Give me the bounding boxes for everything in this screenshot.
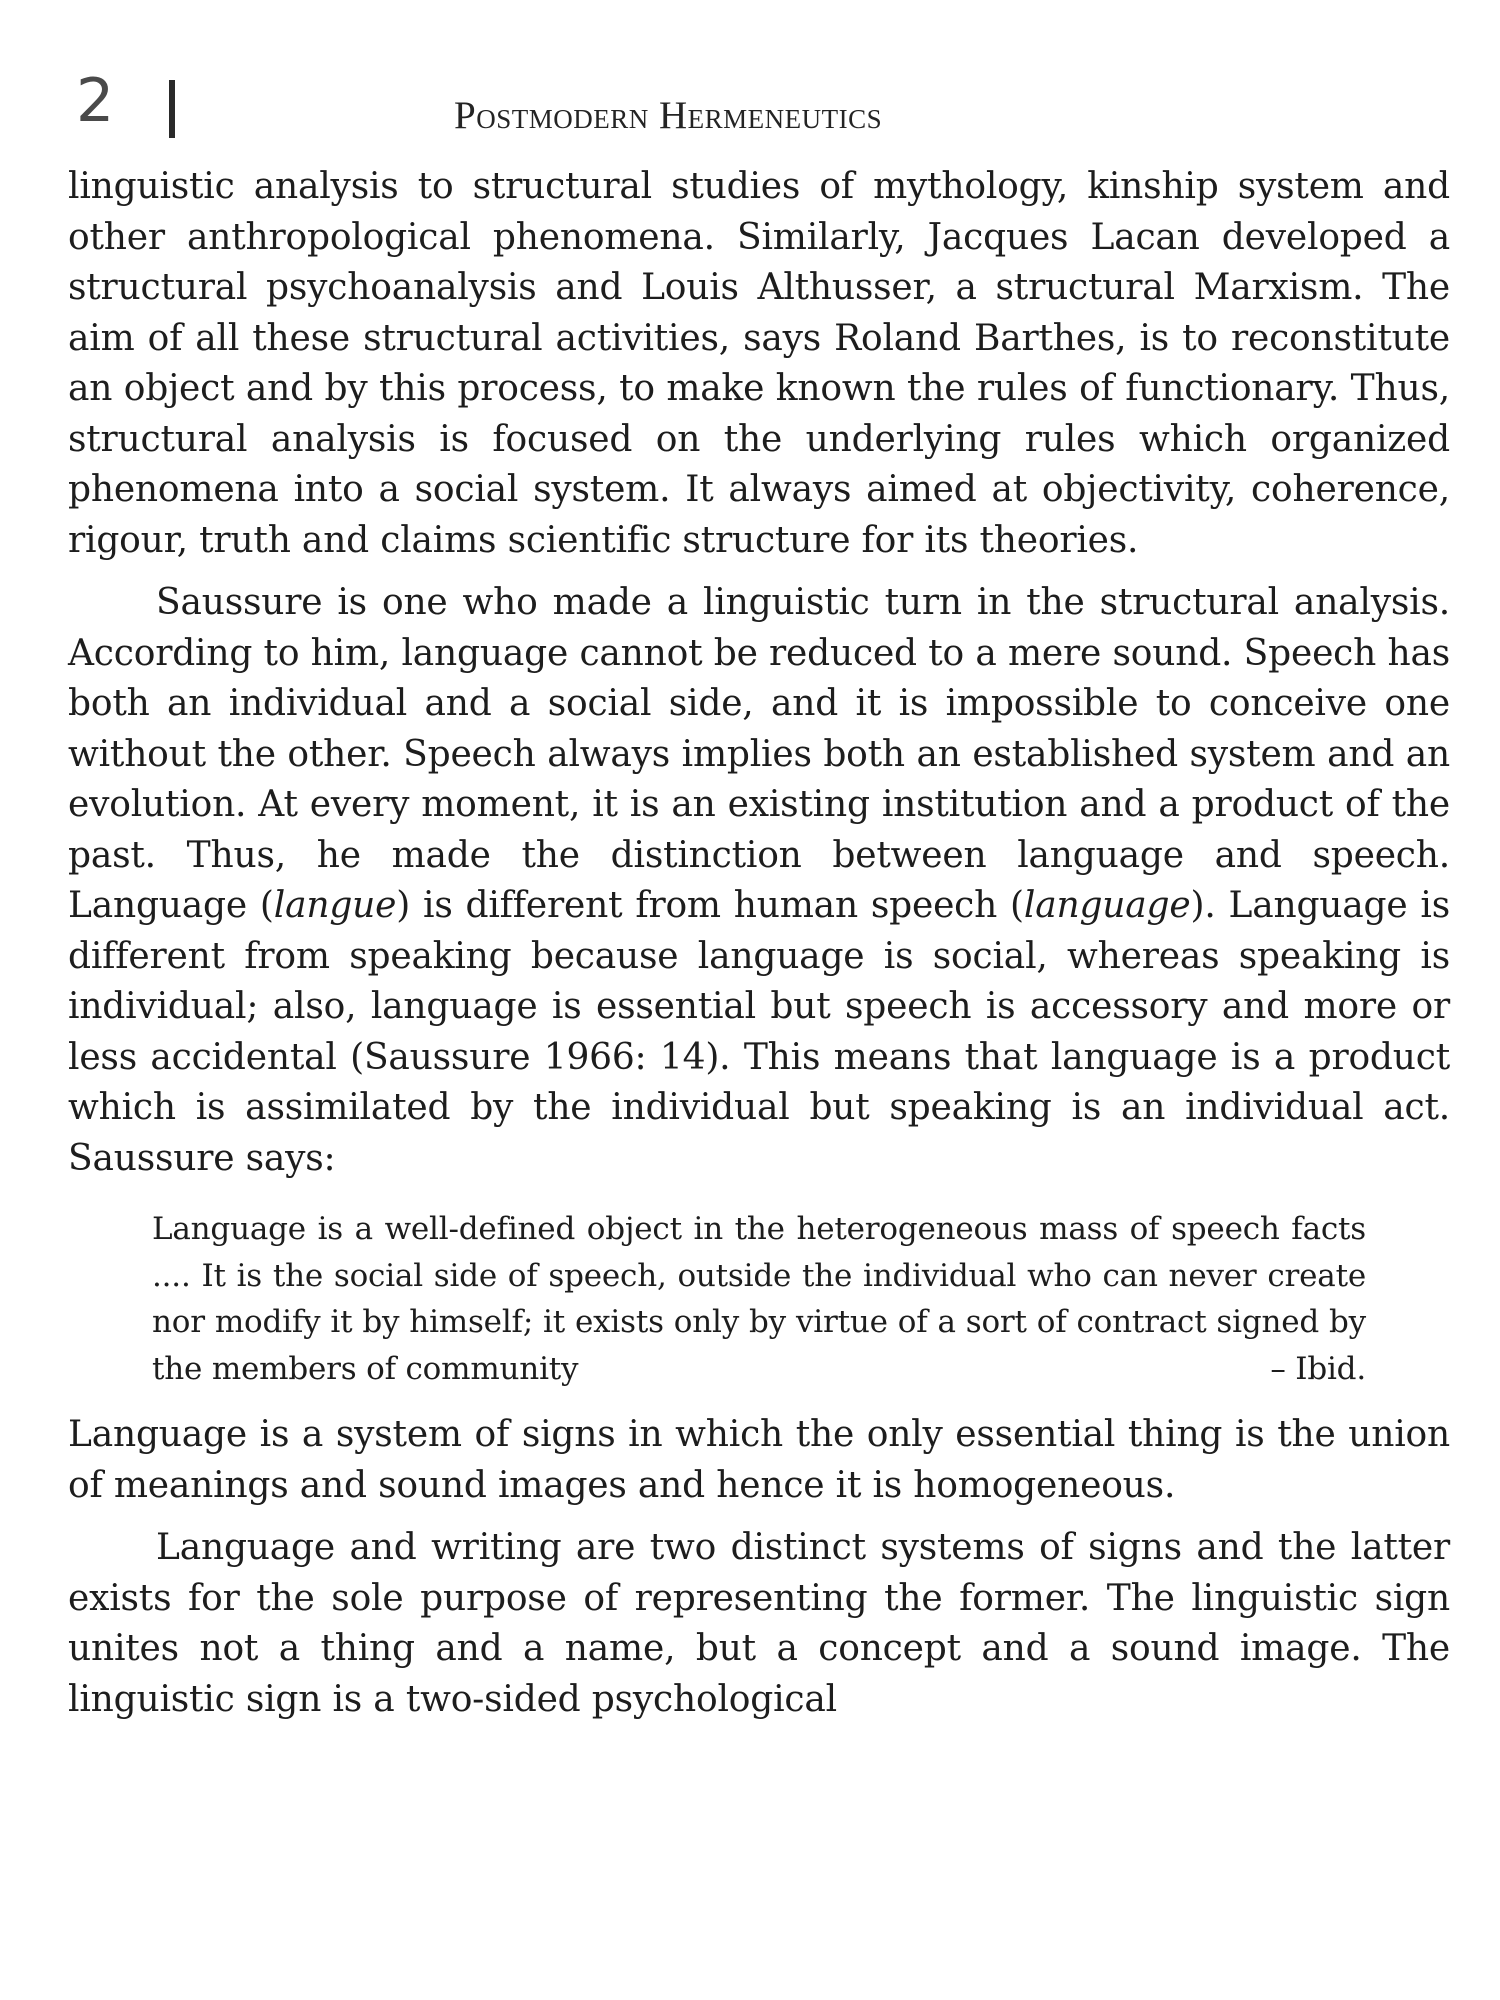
page-number: 2 [76, 66, 115, 136]
page-header [72, 62, 1452, 152]
block-quote [152, 1206, 1366, 1392]
paragraph-2-part-2: ) is different from human speech ( [396, 885, 1024, 926]
header-divider [169, 80, 175, 138]
paragraph-3: Language is a system of signs in which the only essential thing is the union of meanings and sound images and hence it is homogeneous. [68, 1414, 1450, 1506]
paragraph-2-part-1: Saussure is one who made a linguistic turn in the structural analysis. According to him, language cannot be reduced to a mere sound. Speech has both an individual and a social side, and it is impossible to conceive one without the other. Speech always implies both an established system and an evolution. At every moment, it is an existing institution and a product of the past. Thus, he made the distinction between language and speech. Language ( [68, 582, 1450, 926]
term-langue: langue [273, 885, 397, 926]
paragraph-2-part-3: ). Language is different from speaking because language is social, whereas speaking is individual; also, language is essential but speech is accessory and more or less accidental (Saussure 1966: 14). This means that language is a product which is assimilated by the individual but speaking is an individual act. Saussure says: [68, 885, 1451, 1179]
quote-source: – Ibid. [1270, 1350, 1366, 1387]
body-text [68, 162, 1450, 1725]
quote-text: Language is a well-defined object in the heterogeneous mass of speech facts .... It is the social side of speech, outside the individual who can never create nor modify it by himself; it exists only by virtue of a sort of contract signed by the members of community [152, 1211, 1366, 1387]
paragraph-1: linguistic analysis to structural studies of mythology, kinship system and other anthropological phenomena. Similarly, Jacques Lacan developed a structural psychoanalysis and Louis Althusser, a structural Marxism. The aim of all these structural activities, says Roland Barthes, is to reconstitute an object and by this process, to make known the rules of functionary. Thus, structural analysis is focused on the underlying rules which organized phenomena into a social system. It always aimed at objectivity, coherence, rigour, truth and claims scientific structure for its theories. [68, 166, 1450, 561]
paragraph-4: Language and writing are two distinct systems of signs and the latter exists for the sole purpose of representing the former. The linguistic sign unites not a thing and a name, but a concept and a sound image. The linguistic sign is a two-sided psychological [68, 1527, 1450, 1720]
running-head: Postmodern Hermeneutics [454, 94, 883, 137]
paragraph-2 [68, 578, 1450, 1184]
term-language: language [1023, 885, 1191, 926]
